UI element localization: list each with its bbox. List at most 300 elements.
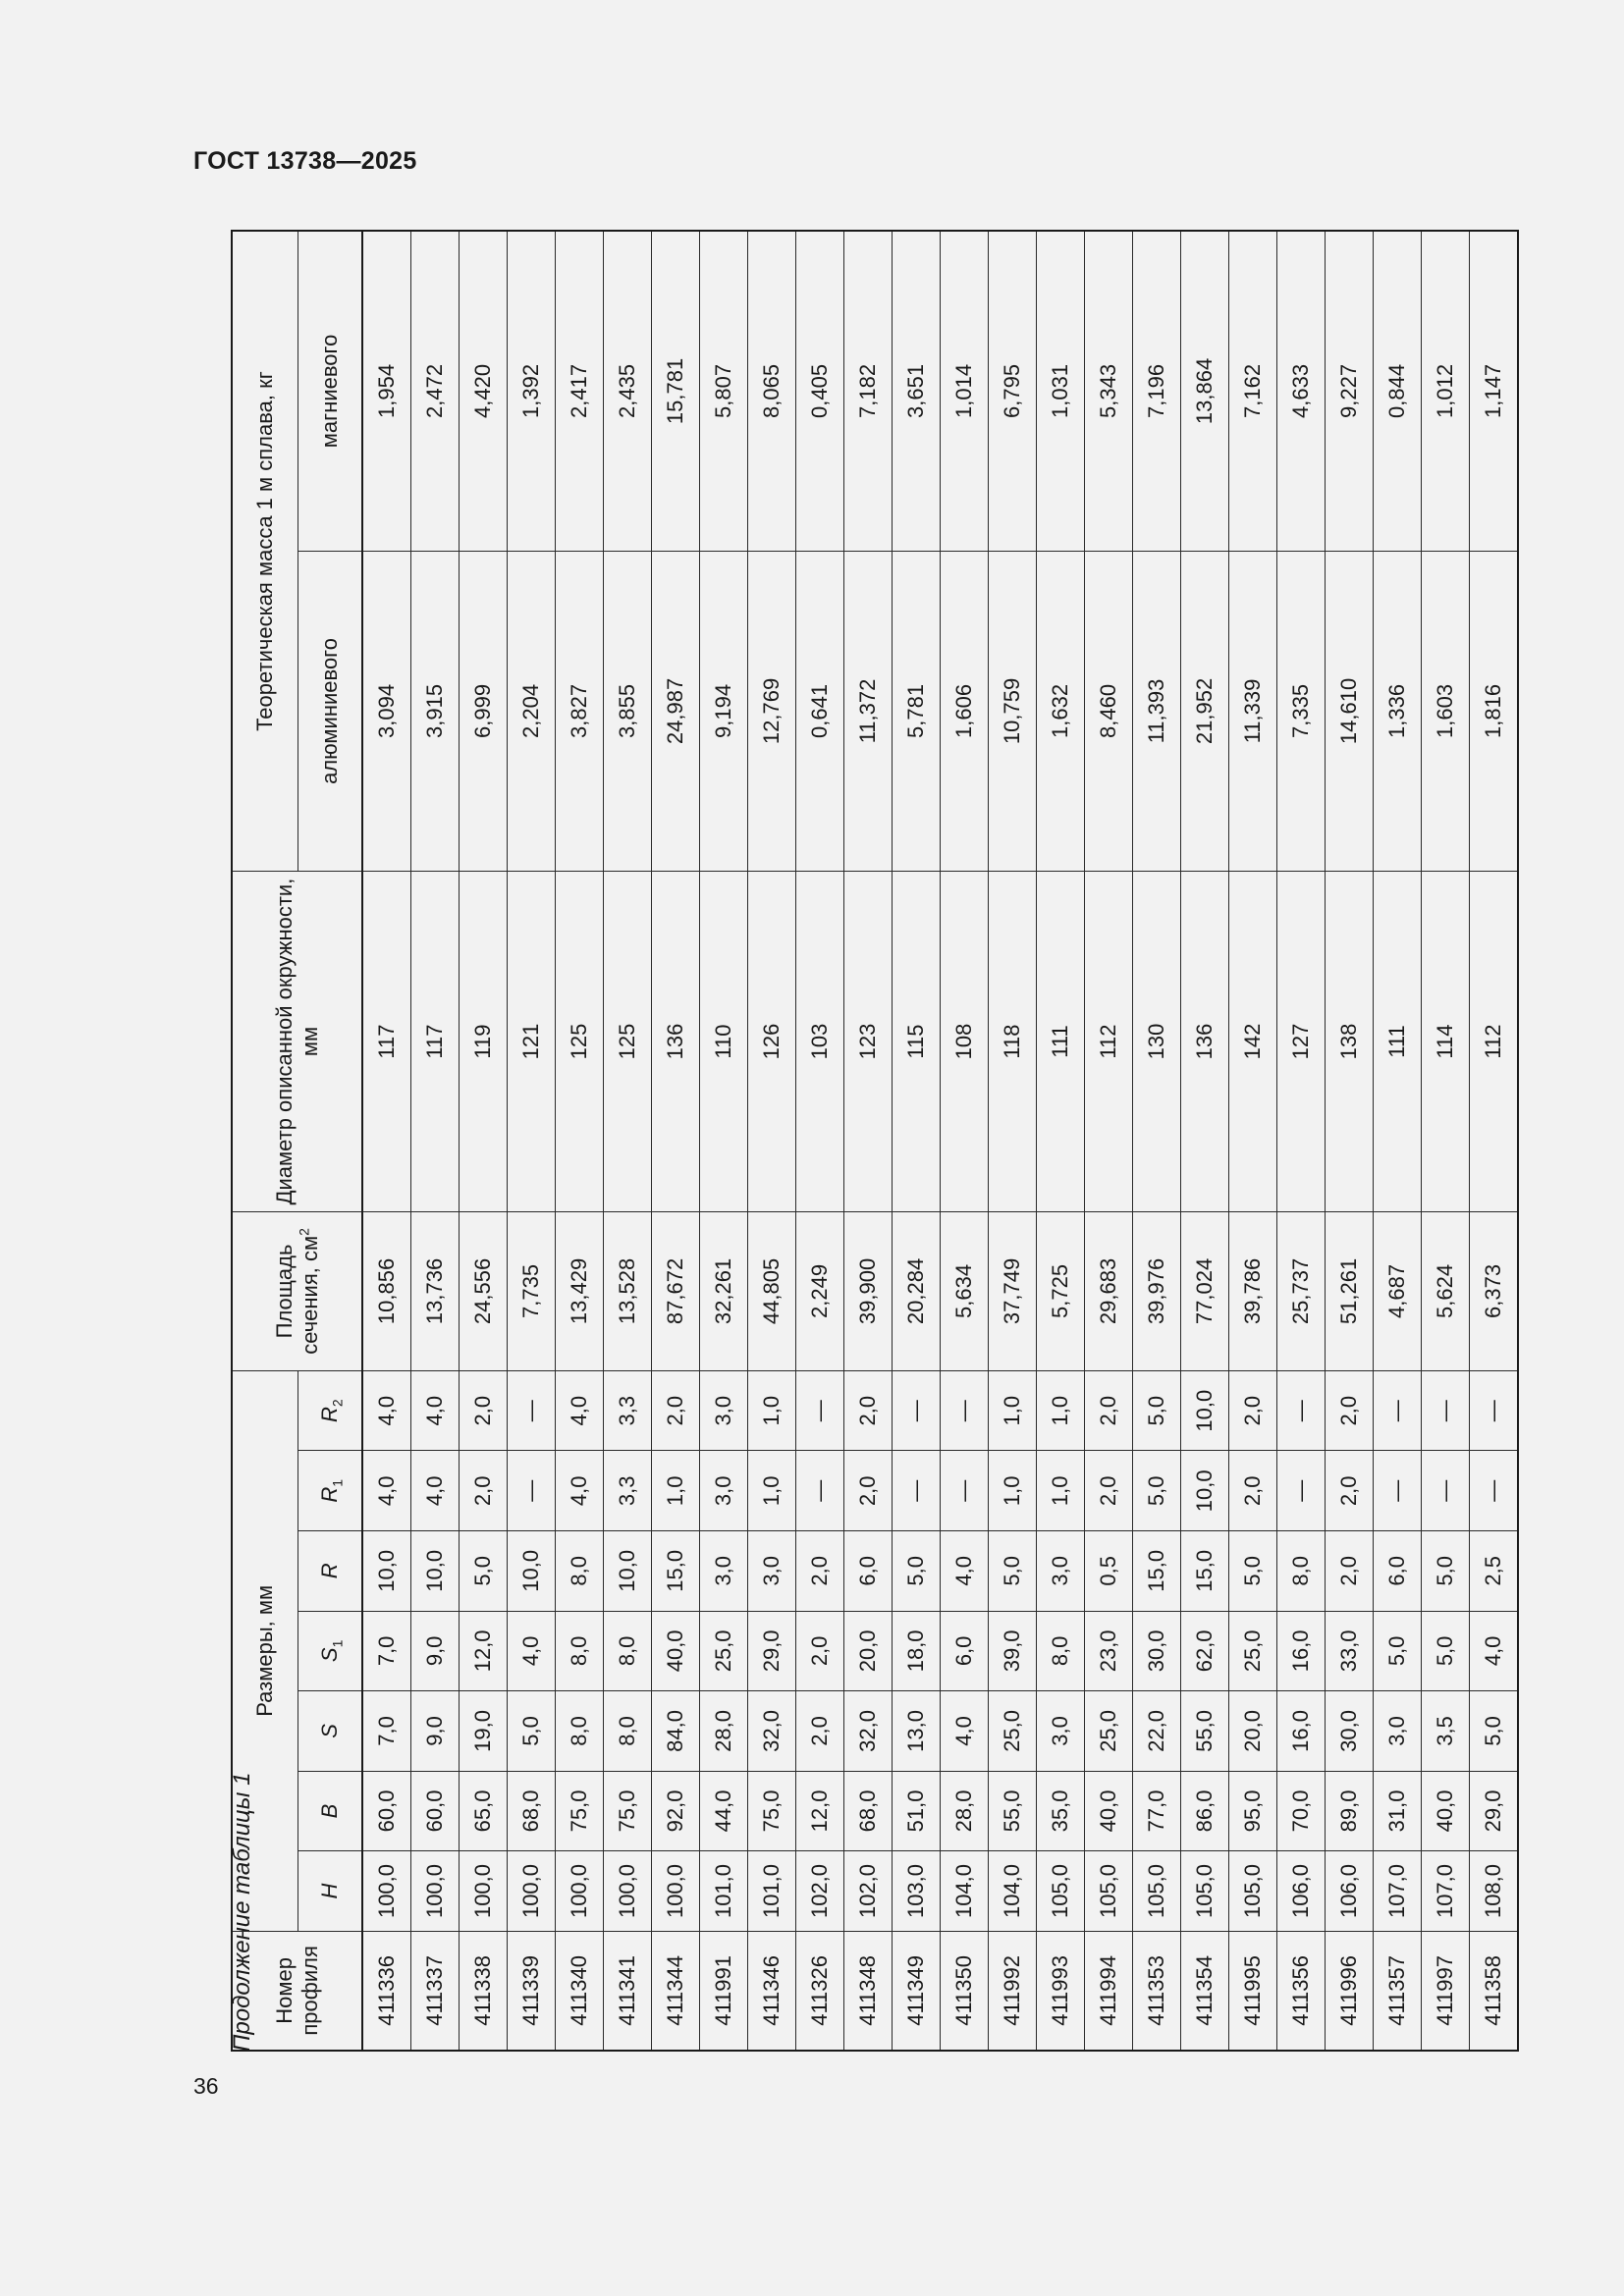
table-row [1326,231,1374,2051]
table-cell: 1,606 [941,551,989,871]
table-cell: 77,024 [1181,1212,1229,1371]
table-cell: 10,0 [411,1531,460,1612]
table-cell: 2,0 [796,1531,844,1612]
table-cell: 0,641 [796,551,844,871]
table-cell: 1,336 [1374,551,1422,871]
table-cell: 2,0 [1229,1451,1277,1531]
table-cell: 105,0 [1133,1851,1181,1932]
header-area [232,1212,362,1371]
table-cell: 114 [1422,872,1470,1212]
table-cell: 39,976 [1133,1212,1181,1371]
table-cell: 1,816 [1470,551,1519,871]
table-cell: 11,393 [1133,551,1181,871]
table-cell: 25,737 [1277,1212,1326,1371]
table-cell: 108,0 [1470,1851,1519,1932]
table-cell: 8,0 [556,1611,604,1691]
table-cell: 12,0 [460,1611,508,1691]
table-cell: 5,0 [1133,1451,1181,1531]
table-cell: 10,759 [989,551,1037,871]
table-cell: 77,0 [1133,1771,1181,1851]
table-cell: 1,147 [1470,231,1519,551]
table-cell: 33,0 [1326,1611,1374,1691]
table-cell: 32,0 [748,1691,796,1772]
table-cell: 100,0 [508,1851,556,1932]
table-cell: 8,460 [1085,551,1133,871]
table-cell: 55,0 [989,1771,1037,1851]
table-cell: 102,0 [796,1851,844,1932]
table-cell: 4,0 [508,1611,556,1691]
table-cell: 115 [893,872,941,1212]
table-cell: 0,405 [796,231,844,551]
header-r1-sub: 1 [329,1478,346,1487]
table-cell: 1,603 [1422,551,1470,871]
table-cell: 2,204 [508,551,556,871]
table-cell: 16,0 [1277,1611,1326,1691]
table-cell: 0,5 [1085,1531,1133,1612]
table-cell: 3,0 [700,1451,748,1531]
table-cell: 2,417 [556,231,604,551]
table-cell: 411341 [604,1931,652,2051]
table-cell: 411996 [1326,1931,1374,2051]
table-cell: 44,805 [748,1212,796,1371]
table-cell: 411993 [1037,1931,1085,2051]
table-cell: 1,0 [1037,1451,1085,1531]
table-cell: 1,0 [1037,1370,1085,1451]
table-cell: 5,0 [1470,1691,1519,1772]
table-cell: 5,0 [460,1531,508,1612]
table-cell: 75,0 [748,1771,796,1851]
table-cell: 102,0 [844,1851,893,1932]
table-cell: 24,987 [652,551,700,871]
table-row [508,231,556,2051]
table-cell: 3,3 [604,1451,652,1531]
profile-table [231,230,1519,2052]
table-cell: 3,651 [893,231,941,551]
table-cell: 51,261 [1326,1212,1374,1371]
table-cell: 16,0 [1277,1691,1326,1772]
table-cell: 411353 [1133,1931,1181,2051]
header-r1-base: R [316,1486,342,1503]
table-cell: 136 [652,872,700,1212]
table-cell: 39,0 [989,1611,1037,1691]
table-cell: 1,031 [1037,231,1085,551]
table-cell: 411991 [700,1931,748,2051]
table-cell: 101,0 [700,1851,748,1932]
header-aluminum: алюминиевого [298,551,362,871]
table-cell: 22,0 [1133,1691,1181,1772]
table-cell: 65,0 [460,1771,508,1851]
table-cell: 7,162 [1229,231,1277,551]
table-cell: 112 [1085,872,1133,1212]
table-row [1470,231,1519,2051]
table-body [362,231,1518,2051]
table-cell: 104,0 [989,1851,1037,1932]
table-cell: 4,420 [460,231,508,551]
table-cell: 100,0 [556,1851,604,1932]
table-cell: 10,856 [362,1212,411,1371]
table-cell: 3,0 [748,1531,796,1612]
header-mass: Теоретическая масса 1 м сплава, кг [232,231,298,872]
table-cell: 107,0 [1422,1851,1470,1932]
table-cell: 13,429 [556,1212,604,1371]
table-cell: 7,0 [362,1691,411,1772]
table-cell: — [1374,1451,1422,1531]
table-cell: 105,0 [1229,1851,1277,1932]
table-cell: — [1277,1451,1326,1531]
header-b: B [298,1771,362,1851]
table-cell: 2,435 [604,231,652,551]
table-row [460,231,508,2051]
table-cell: 5,0 [1374,1611,1422,1691]
table-cell: 25,0 [1229,1611,1277,1691]
table-cell: 411336 [362,1931,411,2051]
table-cell: 110 [700,872,748,1212]
header-area-sup: 2 [296,1228,312,1236]
table-row [844,231,893,2051]
table-row [700,231,748,2051]
table-cell: 7,335 [1277,551,1326,871]
table-cell: 10,0 [362,1531,411,1612]
table-cell: 13,528 [604,1212,652,1371]
table-cell: 105,0 [1085,1851,1133,1932]
table-cell: 55,0 [1181,1691,1229,1772]
table-cell: 60,0 [411,1771,460,1851]
table-cell: 92,0 [652,1771,700,1851]
table-cell: 32,261 [700,1212,748,1371]
header-h: H [298,1851,362,1932]
table-cell: 8,0 [556,1531,604,1612]
table-cell: 3,827 [556,551,604,871]
table-cell: 3,0 [1037,1531,1085,1612]
table-cell: — [941,1451,989,1531]
table-row [1422,231,1470,2051]
table-cell: 411337 [411,1931,460,2051]
table-cell: 105,0 [1181,1851,1229,1932]
table-row [652,231,700,2051]
table-cell: 10,0 [1181,1370,1229,1451]
table-cell: 10,0 [604,1531,652,1612]
table-cell: 121 [508,872,556,1212]
table-cell: 411997 [1422,1931,1470,2051]
table-cell: 2,0 [796,1691,844,1772]
table-cell: 5,781 [893,551,941,871]
table-cell: 411992 [989,1931,1037,2051]
table-cell: 119 [460,872,508,1212]
table-cell: 14,610 [1326,551,1374,871]
table-cell: 15,0 [652,1531,700,1612]
table-cell: 7,182 [844,231,893,551]
table-cell: 2,0 [1229,1370,1277,1451]
table-cell: 104,0 [941,1851,989,1932]
table-cell: 51,0 [893,1771,941,1851]
table-cell: 2,249 [796,1212,844,1371]
table-row [941,231,989,2051]
table-row [1037,231,1085,2051]
table-cell: 9,227 [1326,231,1374,551]
table-cell: 2,0 [796,1611,844,1691]
table-cell: 117 [411,872,460,1212]
table-cell: 3,0 [700,1531,748,1612]
table-cell: 6,0 [1374,1531,1422,1612]
table-cell: 20,0 [1229,1691,1277,1772]
table-cell: 4,0 [362,1451,411,1531]
table-cell: 30,0 [1133,1611,1181,1691]
table-row [1133,231,1181,2051]
table-cell: 2,0 [652,1370,700,1451]
table-cell: 108 [941,872,989,1212]
table-cell: 411354 [1181,1931,1229,2051]
table-cell: 75,0 [604,1771,652,1851]
document-header: ГОСТ 13738—2025 [193,147,417,175]
table-row [1374,231,1422,2051]
table-cell: 103,0 [893,1851,941,1932]
table-cell: 29,0 [1470,1771,1519,1851]
table-cell: 19,0 [460,1691,508,1772]
page-number: 36 [193,2073,219,2099]
table-cell: 105,0 [1037,1851,1085,1932]
table-cell: 1,012 [1422,231,1470,551]
table-cell: 87,672 [652,1212,700,1371]
header-diameter: Диаметр описанной окружности, мм [232,872,362,1212]
table-cell: 84,0 [652,1691,700,1772]
table-cell: 5,0 [1422,1531,1470,1612]
table-cell: 13,736 [411,1212,460,1371]
table-row [748,231,796,2051]
table-row [989,231,1037,2051]
table-cell: 10,0 [508,1531,556,1612]
table-row [1277,231,1326,2051]
table-cell: 100,0 [362,1851,411,1932]
table-cell: 3,0 [1037,1691,1085,1772]
table-cell: 125 [604,872,652,1212]
table-row [1181,231,1229,2051]
table-cell: 21,952 [1181,551,1229,871]
table-cell: 2,5 [1470,1531,1519,1612]
table-cell: — [893,1451,941,1531]
table-cell: 107,0 [1374,1851,1422,1932]
table-cell: 5,0 [893,1531,941,1612]
table-cell: 4,0 [941,1531,989,1612]
table-cell: 5,343 [1085,231,1133,551]
table-cell: 3,915 [411,551,460,871]
table-cell: 411350 [941,1931,989,2051]
table-cell: 5,725 [1037,1212,1085,1371]
table-cell: 1,0 [652,1451,700,1531]
table-row [362,231,411,2051]
table-cell: 411994 [1085,1931,1133,2051]
table-cell: 29,683 [1085,1212,1133,1371]
table-cell: 5,634 [941,1212,989,1371]
table-cell: 20,0 [844,1611,893,1691]
table-cell: 5,0 [1422,1611,1470,1691]
table-cell: 411358 [1470,1931,1519,2051]
table-cell: 6,0 [844,1531,893,1612]
table-cell: 411339 [508,1931,556,2051]
table-row [893,231,941,2051]
table-cell: 3,5 [1422,1691,1470,1772]
table-cell: 1,392 [508,231,556,551]
table-cell: 411995 [1229,1931,1277,2051]
table-cell: 35,0 [1037,1771,1085,1851]
table-row [1085,231,1133,2051]
table-cell: 15,781 [652,231,700,551]
header-area-label: Площадь сечения, см [271,1235,322,1355]
table-cell: 4,0 [556,1370,604,1451]
header-magnesium: магниевого [298,231,362,551]
table-cell: — [1470,1451,1519,1531]
table-cell: 411344 [652,1931,700,2051]
table-cell: 11,372 [844,551,893,871]
table-cell: — [796,1451,844,1531]
table-cell: 1,014 [941,231,989,551]
table-cell: 138 [1326,872,1374,1212]
table-cell: 126 [748,872,796,1212]
table-cell: 1,954 [362,231,411,551]
table-cell: 89,0 [1326,1771,1374,1851]
table-cell: 411349 [893,1931,941,2051]
table-cell: 4,0 [1470,1611,1519,1691]
table-cell: 75,0 [556,1771,604,1851]
header-r: R [298,1531,362,1612]
table-cell: 37,749 [989,1212,1037,1371]
table-cell: 1,0 [989,1451,1037,1531]
table-cell: 8,0 [1277,1531,1326,1612]
table-cell: 28,0 [700,1691,748,1772]
table-cell: 100,0 [652,1851,700,1932]
table-cell: 5,0 [1133,1370,1181,1451]
table-cell: 411346 [748,1931,796,2051]
table-cell: 30,0 [1326,1691,1374,1772]
table-cell: 3,855 [604,551,652,871]
table-cell: 8,0 [1037,1611,1085,1691]
table-cell: 13,0 [893,1691,941,1772]
header-profile-number: Номер профиля [232,1931,362,2051]
table-cell: 2,472 [411,231,460,551]
header-s1-sub: 1 [329,1639,346,1648]
table-cell: 142 [1229,872,1277,1212]
table-cell: 28,0 [941,1771,989,1851]
table-cell: 106,0 [1277,1851,1326,1932]
table-cell: 7,196 [1133,231,1181,551]
table-cell: 70,0 [1277,1771,1326,1851]
table-cell: 111 [1037,872,1085,1212]
table-cell: 101,0 [748,1851,796,1932]
table-cell: — [941,1370,989,1451]
table-cell: 6,999 [460,551,508,871]
table-cell: 1,0 [748,1370,796,1451]
table-cell: 117 [362,872,411,1212]
table-cell: 2,0 [844,1370,893,1451]
table-cell: 4,0 [941,1691,989,1772]
table-cell: 2,0 [844,1451,893,1531]
header-s1-base: S [316,1647,342,1663]
table-cell: 4,633 [1277,231,1326,551]
header-r2 [298,1370,362,1451]
table-cell: 411326 [796,1931,844,2051]
table-row [604,231,652,2051]
table-cell: 6,373 [1470,1212,1519,1371]
table-cell: 123 [844,872,893,1212]
table-cell: 4,0 [411,1451,460,1531]
table-cell: 5,0 [508,1691,556,1772]
table-cell: 44,0 [700,1771,748,1851]
table-cell: 130 [1133,872,1181,1212]
table-cell: — [796,1370,844,1451]
table-caption: Продолжение таблицы 1 [229,1772,255,2052]
table-cell: 1,632 [1037,551,1085,871]
table-cell: 60,0 [362,1771,411,1851]
table-cell: 25,0 [989,1691,1037,1772]
table-cell: 15,0 [1181,1531,1229,1612]
table-cell: — [1277,1370,1326,1451]
table-cell: 8,0 [604,1691,652,1772]
table-cell: 103 [796,872,844,1212]
table-cell: — [893,1370,941,1451]
table-cell: 136 [1181,872,1229,1212]
table-cell: 106,0 [1326,1851,1374,1932]
table-cell: 29,0 [748,1611,796,1691]
table-cell: 411356 [1277,1931,1326,2051]
table-cell: 5,0 [1229,1531,1277,1612]
table-cell: 31,0 [1374,1771,1422,1851]
table-cell: 15,0 [1133,1531,1181,1612]
table-row [411,231,460,2051]
table-cell: 8,0 [604,1611,652,1691]
table-cell: 23,0 [1085,1611,1133,1691]
table-cell: 68,0 [508,1771,556,1851]
table-cell: 13,864 [1181,231,1229,551]
table-cell: — [508,1451,556,1531]
table-cell: 10,0 [1181,1451,1229,1531]
table-cell: 411348 [844,1931,893,2051]
table-cell: 100,0 [460,1851,508,1932]
table-cell: 40,0 [1085,1771,1133,1851]
header-dimensions: Размеры, мм [232,1370,298,1931]
table-cell: 411357 [1374,1931,1422,2051]
table-cell: 125 [556,872,604,1212]
table-cell: 1,0 [748,1451,796,1531]
table-cell: 8,0 [556,1691,604,1772]
table-cell: 7,0 [362,1611,411,1691]
table-cell: 2,0 [1326,1531,1374,1612]
table-cell: 2,0 [1085,1370,1133,1451]
table-cell: 6,795 [989,231,1037,551]
table-cell: 8,065 [748,231,796,551]
table-cell: 2,0 [460,1451,508,1531]
table-cell: 9,0 [411,1691,460,1772]
header-s: S [298,1691,362,1772]
table-cell: 9,194 [700,551,748,871]
table-cell: — [1374,1370,1422,1451]
table-cell: 2,0 [1326,1451,1374,1531]
table-cell: 2,0 [460,1370,508,1451]
table-cell: 32,0 [844,1691,893,1772]
table-cell: 3,0 [1374,1691,1422,1772]
table-cell: 4,0 [411,1370,460,1451]
table-cell: 118 [989,872,1037,1212]
table-cell: 25,0 [700,1611,748,1691]
table-cell: 1,0 [989,1370,1037,1451]
table-row [1229,231,1277,2051]
table-cell: 5,624 [1422,1212,1470,1371]
table-cell: 5,0 [989,1531,1037,1612]
table-cell: 100,0 [411,1851,460,1932]
table-cell: 39,786 [1229,1212,1277,1371]
table-cell: 2,0 [1085,1451,1133,1531]
table-cell: 127 [1277,872,1326,1212]
table-cell: 68,0 [844,1771,893,1851]
table-cell: 18,0 [893,1611,941,1691]
